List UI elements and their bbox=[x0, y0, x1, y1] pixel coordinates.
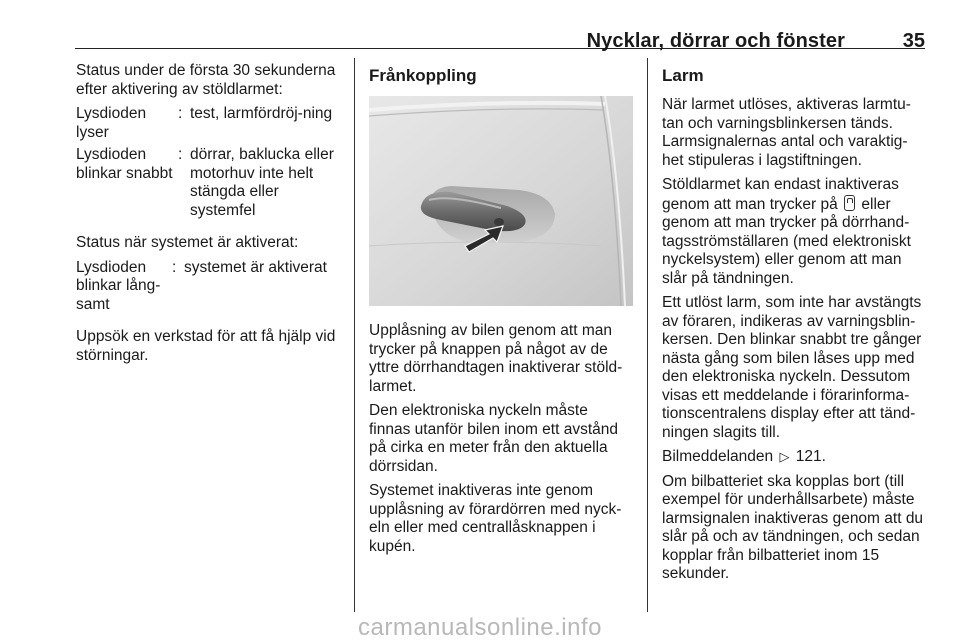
page-reference-icon: ▷ bbox=[779, 449, 790, 464]
status-intro: Status under de första 30 sekunderna efter aktivering av stöldlarmet: bbox=[76, 62, 336, 98]
column-right bbox=[662, 62, 927, 590]
remote-key-unlock-icon bbox=[844, 195, 855, 211]
table-definition: systemet är aktiverat bbox=[184, 258, 327, 276]
alarm-paragraph-5: Om bilbatteriet ska kopplas bort (till exempel för underhållsarbete) måste larmsignalen inaktiveras genom att du slår på och av tändningen, och sedan kopplar från bilbatteriet inom 15 sekunder. bbox=[662, 472, 924, 582]
page-title: Nycklar, dörrar och fönster bbox=[586, 30, 845, 52]
column-middle bbox=[369, 62, 633, 562]
disarm-paragraph-2: Den elektroniska nyckeln måste finnas utanför bilen inom ett avstånd på cirka en meter från den aktuella dörrsidan. bbox=[369, 402, 619, 475]
table-definition: dörrar, baklucka eller motorhuv inte helt stängda eller systemfel bbox=[190, 146, 334, 219]
alarm-paragraph-2: Stöldlarmet kan endast inaktiveras genom att man trycker på eller genom att man trycker på dörrhand-tagsströmställaren (med elektroniskt nyckelsystem) eller genom att man slår på tändningen. bbox=[662, 176, 911, 287]
status-table-first bbox=[76, 105, 346, 220]
disarm-paragraph-3: Systemet inaktiveras inte genom upplåsning av förardörren med nyck-eln eller med centrallåsknappen i kupén. bbox=[369, 482, 622, 555]
table-term: Lysdioden lyser bbox=[76, 105, 147, 141]
table-term: Lysdioden blinkar lång-samt bbox=[76, 258, 161, 313]
page-number: 35 bbox=[902, 30, 925, 52]
table-definition: test, larmfördröj-ning bbox=[190, 105, 333, 122]
status-table-active bbox=[76, 259, 346, 315]
disarm-paragraph-1: Upplåsning av bilen genom att man trycker på knappen på något av de yttre dörrhandtagen inaktiverar stöld-larmet. bbox=[369, 322, 623, 395]
table-row: Lysdioden blinkar snabbt : dörrar, baklucka eller motorhuv inte helt stängda eller systemfel bbox=[76, 146, 346, 220]
cross-reference-page[interactable]: 121. bbox=[795, 448, 826, 465]
table-row: Lysdioden blinkar lång-samt : systemet är aktiverat bbox=[76, 259, 346, 315]
page-header bbox=[75, 0, 925, 52]
watermark-text: carmanualsonline.info bbox=[358, 614, 602, 641]
table-row: Lysdioden lyser : test, larmfördröj-ning bbox=[76, 105, 346, 142]
column-divider bbox=[354, 58, 355, 612]
column-left bbox=[76, 62, 346, 371]
alarm-paragraph-3: Ett utlöst larm, som inte har avstängts av föraren, indikeras av varningsblin-kersen. Den blinkar snabbt tre gånger nästa gång som bilen låses upp med den elektroniska nyckeln. Dessutom visas ett meddelande i förarinforma-tionscentralens display efter att tänd-ningen slagits till. bbox=[662, 294, 922, 441]
door-handle-photo bbox=[369, 96, 633, 306]
section-heading-alarm: Larm bbox=[662, 66, 704, 85]
column-divider bbox=[647, 58, 648, 612]
cross-reference-link[interactable]: Bilmeddelanden bbox=[662, 448, 774, 465]
alarm-paragraph-1: När larmet utlöses, aktiveras larmtu-tan och varningsblinkersen tänds. Larmsignalernas antal och varaktig-het stipuleras i lagstiftningen. bbox=[662, 96, 911, 169]
alarm-paragraph-4 bbox=[662, 448, 927, 467]
table-term: Lysdioden blinkar snabbt bbox=[76, 146, 173, 182]
section-heading-disarm: Frånkoppling bbox=[369, 66, 477, 85]
status-active-intro: Status när systemet är aktiverat: bbox=[76, 234, 299, 251]
workshop-note: Uppsök en verkstad för att få hjälp vid störningar. bbox=[76, 328, 336, 364]
